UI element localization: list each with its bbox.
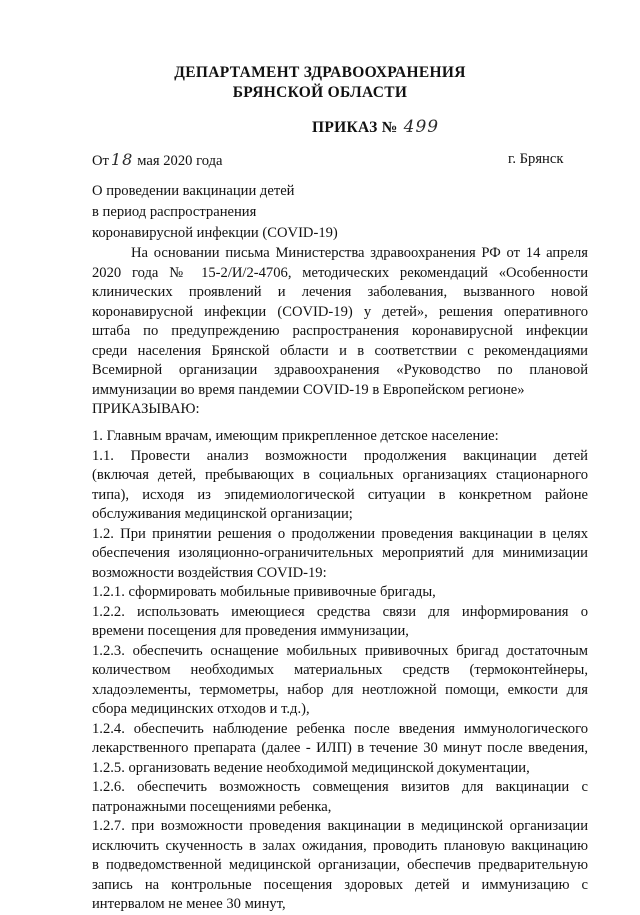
preamble-line: 2020 года № 15-2/И/2-4706, методических рекомендаций «Особенности — [92, 264, 588, 281]
preamble — [92, 244, 588, 420]
date-day-handwritten: 18 — [110, 150, 134, 169]
subject-line: в период распространения — [92, 204, 257, 220]
order-heading — [312, 117, 439, 137]
clause-line: патронажными посещениями ребенка, — [92, 798, 332, 815]
clause-line: (включая детей, пребывающих в социальных организациях стационарного — [92, 467, 588, 483]
clause-line: возможности воздействия COVID-19: — [92, 564, 327, 581]
clause-line: 1.2.2. использовать имеющиеся средства связи для информирования о — [92, 603, 588, 620]
preamble-line: Всемирной организации здравоохранения «Руководство по плановой — [92, 362, 588, 378]
preamble-line: коронавирусной инфекции (COVID-19) у детей», решения оперативного — [92, 303, 588, 320]
preamble-line: клинических проявлений и лечения заболевания, вызванного новой — [92, 284, 588, 300]
clause-line: 1.2.1. сформировать мобильные прививочные бригады, — [92, 584, 436, 600]
date-rest: мая 2020 года — [137, 153, 223, 169]
clause-line: типа), исходя из эпидемиологической ситуации в конкретном районе — [92, 486, 588, 503]
subject-line: О проведении вакцинации детей — [92, 183, 295, 199]
clause-line: 1.2.6. обеспечить возможность совмещения визитов для вакцинации с — [92, 779, 588, 795]
clause-line: 1.2. При принятии решения о продолжении проведения вакцинации в целях — [92, 525, 588, 542]
clause-line: в подведомственной медицинской организации, обеспечив предварительную — [92, 857, 588, 873]
date-prefix: От — [92, 153, 109, 169]
clause-line: количеством необходимых материальных средств (термоконтейнеры, — [92, 662, 588, 678]
preamble-line: иммунизации во время пандемии COVID-19 в Европейском регионе» — [92, 381, 525, 398]
order-number-handwritten: 499 — [403, 117, 440, 137]
clause-line: запись на контрольные посещения здоровых детей и иммунизацию с — [92, 876, 588, 893]
clause-line: 1.2.3. обеспечить оснащение мобильных прививочных бригад достаточным — [92, 642, 588, 659]
department-title-line1: ДЕПАРТАМЕНТ ЗДРАВООХРАНЕНИЯ — [174, 64, 466, 81]
clause-line: 1.2.5. организовать ведение необходимой медицинской документации, — [92, 759, 530, 776]
preamble-line: среди населения Брянской области и в соответствии с рекомендациями — [92, 342, 588, 359]
order-body — [92, 427, 588, 915]
order-subject — [92, 181, 338, 244]
clause-line: 1.1. Провести анализ возможности продолжения вакцинации детей — [92, 447, 588, 464]
clause-line: хладоэлементы, термометры, набор для неотложной помощи, емкости для — [92, 681, 588, 698]
preamble-line: штаба по предупреждению распространения коронавирусной инфекции — [92, 323, 588, 339]
clause-line: исключить скученность в залах ожидания, проводить плановую вакцинацию — [92, 837, 588, 854]
clause-line: 1.2.4. обеспечить наблюдение ребенка после введения иммунологического — [92, 720, 588, 737]
order-directive: ПРИКАЗЫВАЮ: — [92, 401, 200, 417]
order-city: г. Брянск — [508, 151, 564, 167]
preamble-line: На основании письма Министерства здравоохранения РФ от 14 апреля — [131, 245, 588, 261]
order-date — [92, 149, 223, 173]
clause-line: обеспечения изоляционно-ограничительных мероприятий для минимизации — [92, 545, 588, 561]
clause-line: обслуживания медицинской организации; — [92, 506, 353, 522]
department-title-line2: БРЯНСКОЙ ОБЛАСТИ — [232, 84, 408, 101]
clause-line: 1. Главным врачам, имеющим прикрепленное детское население: — [92, 428, 499, 444]
clause-line: сбора медицинских отходов и т.д.), — [92, 701, 310, 717]
clause-line: лекарственного препарата (далее - ИЛП) в течение 30 минут после введения, — [92, 740, 588, 756]
subject-line: коронавирусной инфекции (COVID-19) — [92, 225, 338, 241]
clause-line: интервалом не менее 30 минут, — [92, 896, 286, 912]
clause-line: времени посещения для проведения иммунизации, — [92, 623, 409, 639]
order-title: ПРИКАЗ № — [312, 119, 398, 136]
clause-line: 1.2.7. при возможности проведения вакцинации в медицинской организации — [92, 818, 588, 834]
